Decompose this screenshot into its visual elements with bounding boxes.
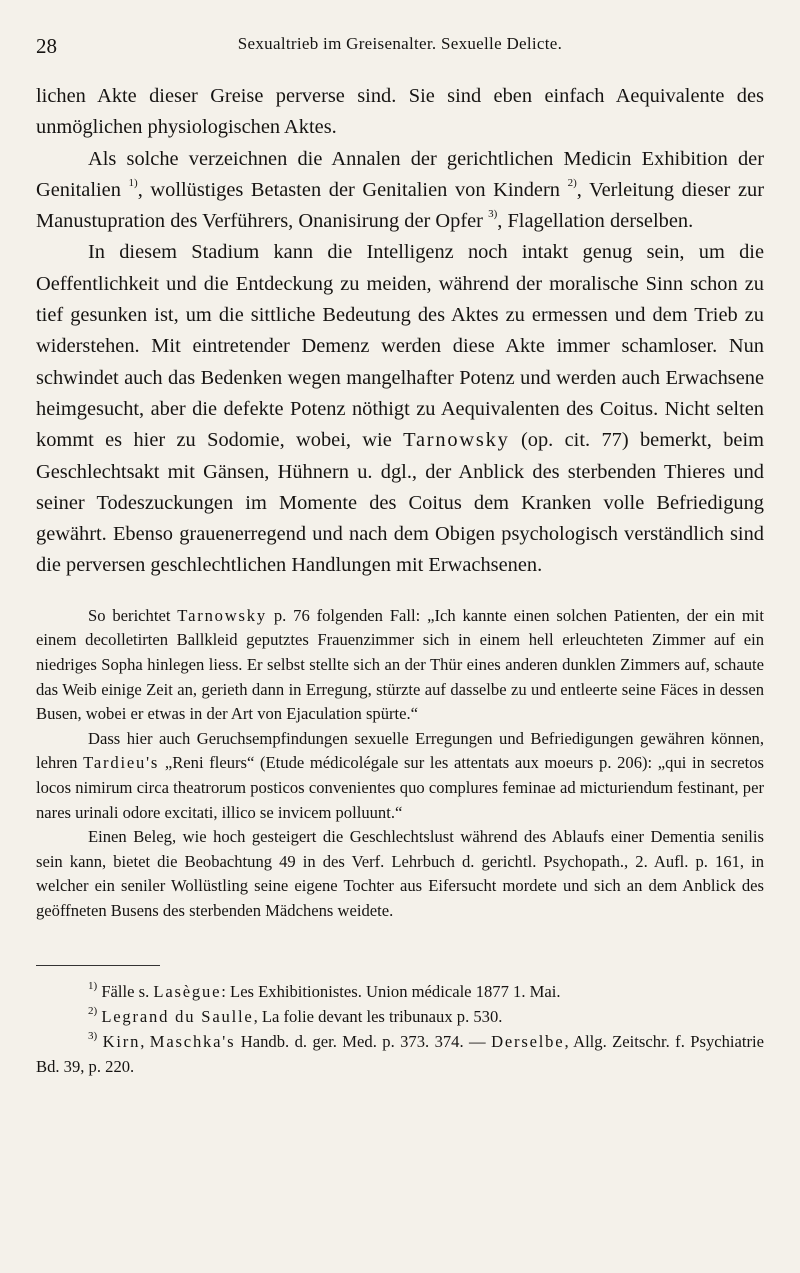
footnote-1	[36, 980, 764, 1005]
small-paragraph-1	[36, 604, 764, 727]
paragraph-2-text-c: , Verleitung dieser zur Manustupration des Verführers, Onanisirung der Opfer	[36, 178, 764, 233]
footnote-3-mark: 3)	[88, 1029, 98, 1042]
small-print-section	[36, 604, 764, 924]
main-text	[36, 81, 764, 582]
paragraph-3	[36, 237, 764, 581]
page-number: 28	[36, 34, 57, 58]
small-paragraph-2-text-a: Dass hier auch Geruchsempfindungen sexuelle Erregungen und Befriedigungen gewähren können, lehren	[36, 728, 764, 773]
footnote-3-text-c: Handb. d. ger. Med. p. 373. 374. —	[235, 1032, 492, 1052]
footnote-3	[36, 1030, 764, 1080]
book-page	[36, 28, 764, 1080]
running-head: Sexualtrieb im Greisenalter. Sexuelle Delicte.	[237, 34, 563, 53]
footnote-3-text-d: , Allg. Zeitschr. f. Psychiatrie Bd. 39, p. 220.	[36, 1032, 764, 1076]
small-paragraph-2-text-b: „Reni fleurs“ (Etude médicolégale sur les attentats aux moeurs p. 206): „qui in secretos locos nimirum circa theatrorum posticos convenientes quo complures feminae ad micturiendum festinant, per nares urinali odore excitati, illico se invicem polluunt.“	[36, 753, 764, 822]
footnote-1-text-a: Fälle s.	[97, 982, 154, 1002]
author-name-kirn: Kirn	[102, 1032, 141, 1052]
small-paragraph-1-text-b: p. 76 folgenden Fall: „Ich kannte einen solchen Patienten, der ein mit einem decolletirten Ballkleid geputztes Frauenzimmer sich in einem hell erleuchteten Zimmer auf ein niedriges Sopha hinlegen liess. Er selbst stellte sich an der Thür eines anderen dunklen Zimmers auf, schaute das Weib einige Zeit an, gerieth dann in Erregung, stürzte auf dasselbe zu und entleerte seine Fäces in dessen Busen, wobei er etwas in der Art von Ejaculation spürte.“	[36, 605, 764, 724]
author-name-tarnowsky-2: Tarnowsky	[177, 605, 267, 625]
footnote-2-text-b: , La folie devant les tribunaux p. 530.	[253, 1007, 503, 1027]
paragraph-2-text-d: , Flagellation derselben.	[497, 210, 694, 233]
paragraph-3-text-a: In diesem Stadium kann die Intelligenz noch intakt genug sein, um die Oeffentlichkeit und die Entdeckung zu meiden, während der moralische Sinn schon zu tief gesunken ist, um die sittliche Bedeutung des Aktes zu ermessen und dem Trieb zu widerstehen. Mit eintretender Demenz werden diese Akte immer schamloser. Nun schwindet auch das Bedenken wegen mangelhafter Potenz und werden auch Erwachsene heimgesucht, aber die defekte Potenz nöthigt zu Aequivalenten des Coitus. Nicht selten kommt es hier zu Sodomie, wobei, wie	[36, 241, 764, 452]
footnote-1-mark: 1)	[88, 979, 98, 992]
small-paragraph-1-text-a: So berichtet	[88, 605, 178, 625]
author-name-tarnowsky: Tarnowsky	[403, 429, 510, 452]
author-name-legrand: Legrand du Saulle	[101, 1007, 254, 1027]
footnotes	[36, 980, 764, 1079]
author-name-tardieu: Tardieu's	[83, 753, 160, 773]
paragraph-2-text-a: Als solche verzeichnen die Annalen der gerichtlichen Medicin Exhibition der Genitalien	[36, 147, 764, 201]
small-paragraph-2	[36, 727, 764, 825]
paragraph-3-text-b: (op. cit. 77) bemerkt, beim Geschlechtsakt mit Gänsen, Hühnern u. dgl., der Anblick des sterbenden Thieres und seiner Todeszuckungen im Momente des Coitus dem Kranken volle Befriedigung gewährt. Ebenso grauenerregend und nach dem Obigen psychologisch verständlich sind die perversen geschlechtlichen Handlungen mit Erwachsenen.	[36, 429, 764, 577]
footnote-1-text-b: : Les Exhibitionistes. Union médicale 1877 1. Mai.	[221, 982, 561, 1002]
author-name-derselbe: Derselbe	[491, 1032, 565, 1052]
footnote-divider	[36, 965, 160, 966]
footnote-2-mark: 2)	[88, 1004, 98, 1017]
author-name-lasegue: Lasègue	[153, 982, 222, 1002]
small-paragraph-3: Einen Beleg, wie hoch gesteigert die Geschlechtslust während des Ablaufs einer Dementia senilis sein kann, bietet die Beobachtung 49 in des Verf. Lehrbuch d. gerichtl. Psychopath., 2. Aufl. p. 161, in welcher ein seniler Wollüstling seine eigene Tochter aus Eifersucht mordete und sich an dem Anblick des geöffneten Busens des sterbenden Mädchens weidete.	[36, 827, 764, 920]
author-name-maschka: Maschka's	[149, 1032, 236, 1052]
paragraph-2-text-b: , wollüstiges Betasten der Genitalien von Kindern	[137, 178, 568, 201]
footnote-ref-2: 2)	[567, 177, 577, 190]
footnote-ref-1: 1)	[128, 177, 138, 190]
footnote-ref-3: 3)	[488, 208, 498, 221]
footnote-3-text-b: ,	[140, 1032, 150, 1052]
page-header	[36, 28, 764, 68]
paragraph-1: lichen Akte dieser Greise perverse sind. Sie sind eben einfach Aequivalente des unmöglichen physiologischen Aktes.	[36, 85, 764, 139]
paragraph-2	[36, 144, 764, 238]
footnote-2	[36, 1005, 764, 1030]
